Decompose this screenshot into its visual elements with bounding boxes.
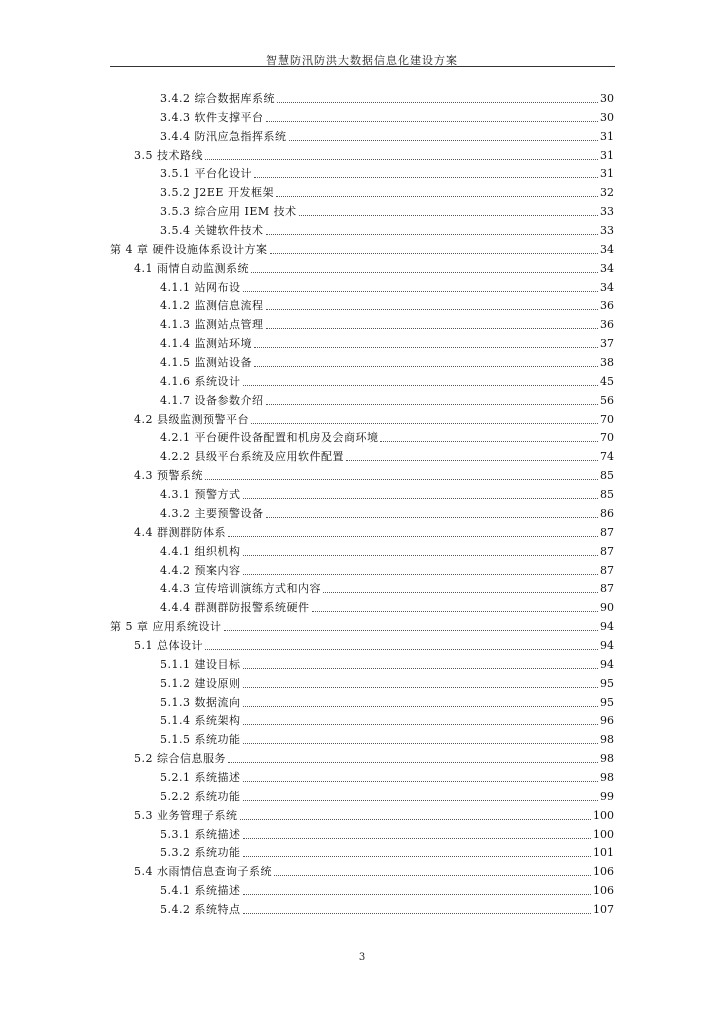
toc-entry[interactable] (160, 503, 614, 521)
toc-entry[interactable] (160, 597, 614, 615)
toc-dot-leader (224, 630, 599, 631)
toc-entry[interactable] (134, 805, 614, 823)
toc-entry-title: 4.4.4 群测群防报警系统硬件 (160, 601, 310, 615)
toc-dot-leader (243, 687, 599, 688)
toc-entry-page: 87 (600, 582, 614, 596)
toc-entry-page: 99 (600, 789, 614, 803)
toc-dot-leader (299, 215, 598, 216)
toc-dot-leader (266, 309, 599, 310)
toc-dot-leader (380, 441, 598, 442)
toc-dot-leader (243, 706, 599, 707)
toc-entry-page: 98 (600, 770, 614, 784)
toc-entry-title: 5.3 业务管理子系统 (134, 808, 238, 822)
toc-entry-title: 5.3.2 系统功能 (160, 846, 241, 860)
toc-entry[interactable] (160, 333, 614, 351)
toc-entry-title: 3.5.4 关键软件技术 (160, 224, 264, 238)
toc-entry-title: 4.3.2 主要预警设备 (160, 506, 264, 520)
toc-entry-page: 94 (600, 638, 614, 652)
toc-entry-title: 第 5 章 应用系统设计 (110, 620, 222, 634)
toc-entry-page: 70 (600, 412, 614, 426)
toc-entry[interactable] (160, 541, 614, 559)
toc-entry-page: 31 (600, 129, 614, 143)
toc-entry[interactable] (160, 352, 614, 370)
toc-entry-page: 56 (600, 393, 614, 407)
toc-entry[interactable] (160, 578, 614, 596)
toc-entry-page: 38 (600, 356, 614, 370)
toc-entry-page: 106 (593, 884, 614, 898)
toc-entry[interactable] (134, 409, 614, 427)
toc-entry[interactable] (134, 465, 614, 483)
toc-entry[interactable] (110, 616, 614, 634)
toc-entry[interactable] (160, 484, 614, 502)
toc-entry-title: 4.1.5 监测站设备 (160, 356, 252, 370)
toc-entry-page: 98 (600, 733, 614, 747)
toc-entry[interactable] (160, 692, 614, 710)
toc-entry-title: 5.1 总体设计 (134, 638, 203, 652)
toc-entry-title: 4.3 预警系统 (134, 469, 203, 483)
toc-entry-title: 3.5.3 综合应用 IEM 技术 (160, 205, 297, 219)
toc-entry-page: 37 (600, 337, 614, 351)
toc-entry-page: 107 (593, 902, 614, 916)
toc-entry-page: 95 (600, 695, 614, 709)
toc-entry-title: 4.2.1 平台硬件设备配置和机房及会商环境 (160, 431, 379, 445)
toc-entry-page: 33 (600, 205, 614, 219)
toc-entry[interactable] (160, 427, 614, 445)
toc-entry-title: 4.1.1 站网布设 (160, 280, 241, 294)
toc-entry-title: 4.3.1 预警方式 (160, 488, 241, 502)
toc-entry-page: 34 (600, 280, 614, 294)
toc-entry[interactable] (160, 182, 614, 200)
toc-entry[interactable] (160, 710, 614, 728)
toc-entry[interactable] (160, 201, 614, 219)
toc-dot-leader (251, 272, 598, 273)
toc-dot-leader (266, 121, 599, 122)
toc-dot-leader (266, 328, 599, 329)
toc-entry[interactable] (160, 390, 614, 408)
toc-entry[interactable] (134, 861, 614, 879)
toc-entry[interactable] (160, 88, 614, 106)
toc-dot-leader (205, 649, 598, 650)
toc-entry-title: 4.1.6 系统设计 (160, 374, 241, 388)
toc-entry-title: 第 4 章 硬件设施体系设计方案 (110, 242, 268, 256)
toc-entry[interactable] (160, 673, 614, 691)
toc-entry-page: 30 (600, 110, 614, 124)
toc-entry-title: 5.1.1 建设目标 (160, 657, 241, 671)
toc-entry[interactable] (160, 220, 614, 238)
toc-entry-page: 85 (600, 469, 614, 483)
toc-entry-title: 3.4.3 软件支撑平台 (160, 110, 264, 124)
toc-entry-page: 31 (600, 167, 614, 181)
toc-entry[interactable] (134, 522, 614, 540)
toc-entry-title: 5.1.5 系统功能 (160, 733, 241, 747)
toc-entry-page: 30 (600, 92, 614, 105)
toc-dot-leader (205, 479, 598, 480)
page-header-title: 智慧防汛防洪大数据信息化建设方案 (266, 54, 458, 67)
toc-dot-leader (254, 347, 598, 348)
header-divider (110, 66, 615, 67)
toc-dot-leader (243, 856, 592, 857)
toc-entry-title: 4.1.2 监测信息流程 (160, 299, 264, 313)
toc-dot-leader (243, 781, 599, 782)
toc-entry[interactable] (160, 126, 614, 144)
toc-dot-leader (266, 234, 599, 235)
toc-dot-leader (243, 574, 599, 575)
toc-entry[interactable] (160, 107, 614, 125)
toc-entry-title: 4.1.3 监测站点管理 (160, 318, 264, 332)
toc-entry-title: 3.5.1 平台化设计 (160, 167, 252, 181)
toc-dot-leader (243, 724, 599, 725)
toc-entry[interactable] (160, 654, 614, 672)
toc-dot-leader (243, 555, 599, 556)
toc-entry[interactable] (160, 295, 614, 313)
toc-entry-page: 87 (600, 563, 614, 577)
toc-entry[interactable] (160, 729, 614, 747)
toc-entry-page: 34 (600, 242, 614, 256)
toc-dot-leader (243, 385, 599, 386)
toc-entry-page: 87 (600, 544, 614, 558)
toc-entry-title: 4.1.7 设备参数介绍 (160, 393, 264, 407)
toc-entry-title: 5.2.2 系统功能 (160, 789, 241, 803)
toc-entry[interactable] (160, 314, 614, 332)
toc-entry-title: 4.2 县级监测预警平台 (134, 412, 249, 426)
toc-entry[interactable] (160, 371, 614, 389)
toc-dot-leader (254, 366, 598, 367)
toc-dot-leader (243, 894, 592, 895)
toc-entry-title: 5.4.2 系统特点 (160, 902, 241, 916)
toc-entry-page: 86 (600, 506, 614, 520)
toc-entry[interactable] (160, 163, 614, 181)
toc-entry-page: 31 (600, 148, 614, 162)
toc-entry-title: 4.4 群测群防体系 (134, 525, 226, 539)
toc-entry-page: 45 (600, 374, 614, 388)
toc-entry[interactable] (160, 446, 614, 464)
toc-entry[interactable] (134, 748, 614, 766)
toc-entry-title: 4.4.1 组织机构 (160, 544, 241, 558)
toc-entry-page: 100 (593, 808, 614, 822)
toc-entry-page: 36 (600, 299, 614, 313)
toc-entry[interactable] (160, 824, 614, 842)
toc-dot-leader (312, 611, 599, 612)
toc-entry[interactable] (110, 239, 614, 257)
toc-entry-title: 4.2.2 县级平台系统及应用软件配置 (160, 450, 344, 464)
toc-entry-title: 5.1.4 系统架构 (160, 714, 241, 728)
page-number: 3 (358, 952, 366, 963)
toc-entry[interactable] (134, 145, 614, 163)
toc-entry-title: 3.5 技术路线 (134, 148, 203, 162)
toc-entry[interactable] (160, 899, 614, 917)
toc-dot-leader (274, 875, 591, 876)
toc-entry-title: 5.1.2 建设原则 (160, 676, 241, 690)
toc-entry-page: 98 (600, 752, 614, 766)
toc-dot-leader (254, 177, 598, 178)
toc-entry-title: 5.2 综合信息服务 (134, 752, 226, 766)
toc-entry-page: 36 (600, 318, 614, 332)
toc-entry[interactable] (160, 842, 614, 860)
toc-entry-page: 106 (593, 865, 614, 879)
toc-dot-leader (228, 762, 598, 763)
toc-entry-page: 94 (600, 657, 614, 671)
toc-entry[interactable] (160, 560, 614, 578)
toc-entry-page: 34 (600, 261, 614, 275)
toc-dot-leader (277, 102, 598, 103)
toc-dot-leader (270, 253, 599, 254)
toc-entry[interactable] (160, 880, 614, 898)
toc-entry-page: 96 (600, 714, 614, 728)
toc-entry-page: 94 (600, 620, 614, 634)
toc-entry-title: 5.1.3 数据流向 (160, 695, 241, 709)
toc-entry[interactable] (134, 635, 614, 653)
toc-entry-page: 87 (600, 525, 614, 539)
toc-dot-leader (276, 196, 598, 197)
toc-dot-leader (243, 668, 599, 669)
toc-entry-page: 85 (600, 488, 614, 502)
toc-entry-title: 3.4.4 防汛应急指挥系统 (160, 129, 287, 143)
toc-entry-page: 70 (600, 431, 614, 445)
toc-dot-leader (240, 819, 592, 820)
toc-dot-leader (323, 592, 598, 593)
toc-entry-page: 100 (593, 827, 614, 841)
toc-entry-title: 5.2.1 系统描述 (160, 770, 241, 784)
toc-dot-leader (243, 800, 599, 801)
toc-dot-leader (205, 159, 598, 160)
toc-entry-title: 4.1 雨情自动监测系统 (134, 261, 249, 275)
toc-entry[interactable] (160, 277, 614, 295)
toc-dot-leader (243, 743, 599, 744)
toc-entry-title: 3.5.2 J2EE 开发框架 (160, 186, 274, 200)
toc-entry-page: 95 (600, 676, 614, 690)
toc-dot-leader (346, 460, 598, 461)
toc-dot-leader (243, 913, 592, 914)
toc-dot-leader (228, 536, 598, 537)
toc-entry-title: 4.4.2 预案内容 (160, 563, 241, 577)
toc-entry[interactable] (160, 786, 614, 804)
toc-dot-leader (251, 423, 598, 424)
toc-entry-title: 5.4.1 系统描述 (160, 884, 241, 898)
toc-entry-page: 33 (600, 224, 614, 238)
toc-dot-leader (266, 517, 599, 518)
toc-dot-leader (243, 838, 592, 839)
toc-entry-page: 74 (600, 450, 614, 464)
toc-entry-page: 32 (600, 186, 614, 200)
toc-dot-leader (243, 498, 599, 499)
toc-dot-leader (289, 140, 599, 141)
toc-dot-leader (243, 291, 599, 292)
toc-dot-leader (266, 404, 599, 405)
toc-entry[interactable] (160, 767, 614, 785)
toc-entry[interactable] (134, 258, 614, 276)
toc-entry-title: 5.4 水雨情信息查询子系统 (134, 865, 272, 879)
toc-entry-title: 3.4.2 综合数据库系统 (160, 92, 275, 105)
toc-entry-title: 4.4.3 宣传培训演练方式和内容 (160, 582, 321, 596)
toc-entry-page: 90 (600, 601, 614, 615)
toc-entry-title: 5.3.1 系统描述 (160, 827, 241, 841)
toc-entry-title: 4.1.4 监测站环境 (160, 337, 252, 351)
toc-entry-page: 101 (593, 846, 614, 860)
